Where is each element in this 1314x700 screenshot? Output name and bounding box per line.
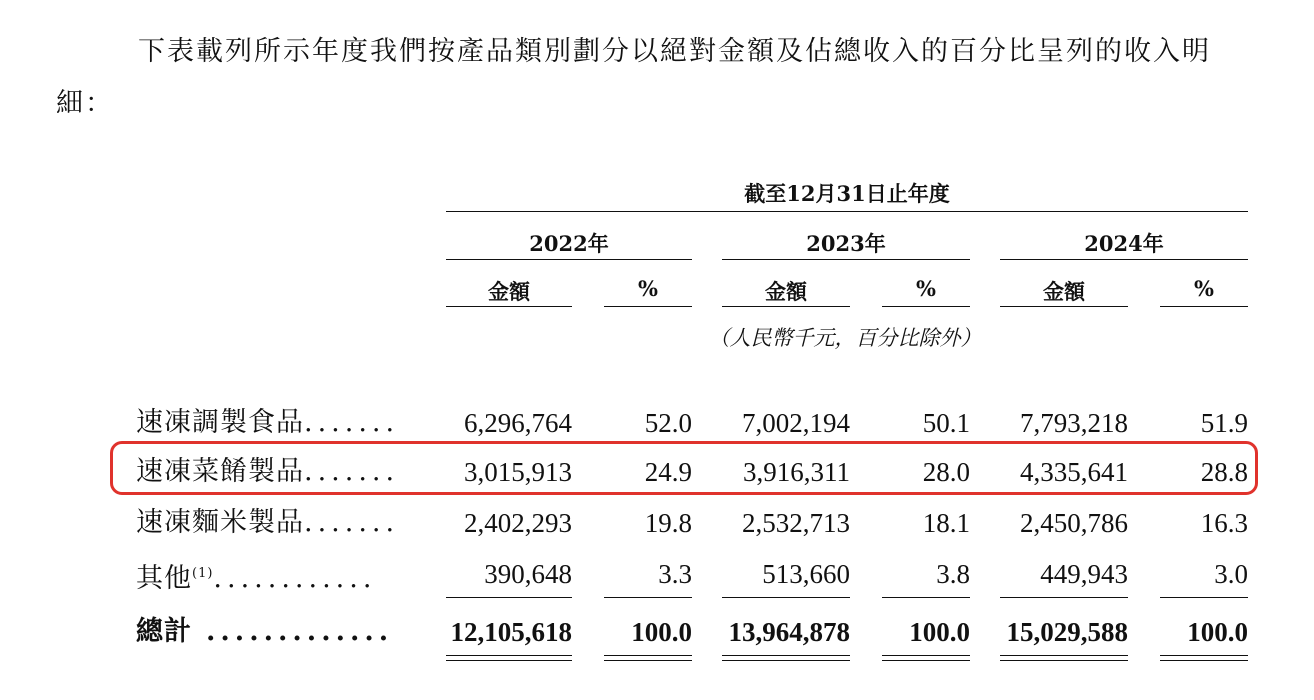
cell-amount-2023: 2,532,713 bbox=[742, 508, 850, 538]
row-label: 速凍菜餚製品....... bbox=[136, 456, 400, 487]
cell-amount-2022: 2,402,293 bbox=[464, 508, 572, 538]
cell-amount-2024: 7,793,218 bbox=[1020, 408, 1128, 438]
column-rule bbox=[1160, 306, 1248, 307]
intro-paragraph: 下表載列所示年度我們按產品類別劃分以絕對金額及佔總收入的百分比呈列的收入明細： bbox=[56, 36, 1211, 119]
subtotal-rule bbox=[1000, 597, 1128, 598]
cell-amount-2023: 7,002,194 bbox=[742, 408, 850, 438]
subtotal-rule bbox=[722, 597, 850, 598]
total-row bbox=[0, 612, 1314, 652]
table-row bbox=[0, 452, 1314, 492]
total-double-rule bbox=[604, 655, 692, 661]
cell-amount-2022: 6,296,764 bbox=[464, 408, 572, 438]
year-rule-2023 bbox=[722, 259, 970, 260]
total-double-rule bbox=[446, 655, 572, 661]
cell-percent-2023: 18.1 bbox=[922, 508, 970, 538]
table-row bbox=[0, 554, 1314, 594]
footnote-marker: (1) bbox=[192, 566, 214, 581]
cell-percent-2022: 100.0 bbox=[631, 617, 692, 647]
cell-amount-2024: 2,450,786 bbox=[1020, 508, 1128, 538]
year-header-2022: 2022年 bbox=[529, 231, 609, 256]
subtotal-rule bbox=[1160, 597, 1248, 598]
cell-percent-2023: 50.1 bbox=[922, 408, 970, 438]
cell-percent-2023: 28.0 bbox=[922, 457, 970, 487]
column-rule bbox=[722, 306, 850, 307]
cell-amount-2023: 3,916,311 bbox=[743, 457, 850, 487]
column-rule bbox=[1000, 306, 1128, 307]
table-row bbox=[0, 503, 1314, 543]
cell-amount-2024: 4,335,641 bbox=[1020, 457, 1128, 487]
total-double-rule bbox=[882, 655, 970, 661]
subtotal-rule bbox=[446, 597, 572, 598]
cell-percent-2023: 100.0 bbox=[909, 617, 970, 647]
cell-percent-2022: 24.9 bbox=[644, 457, 692, 487]
total-double-rule bbox=[1160, 655, 1248, 661]
cell-amount-2024: 449,943 bbox=[1040, 559, 1128, 589]
cell-amount-2022: 12,105,618 bbox=[450, 617, 572, 647]
cell-percent-2022: 52.0 bbox=[644, 408, 692, 438]
cell-amount-2022: 390,648 bbox=[484, 559, 572, 589]
total-double-rule bbox=[1000, 655, 1128, 661]
year-header-2024: 2024年 bbox=[1084, 231, 1164, 256]
column-rule bbox=[882, 306, 970, 307]
percent-header: % bbox=[1194, 276, 1214, 301]
row-label: 其他$^{(1)}$............ bbox=[136, 563, 377, 594]
table-row bbox=[0, 403, 1314, 443]
period-header: 截至12月31日止年度 bbox=[744, 181, 950, 206]
year-header-2023: 2023年 bbox=[806, 231, 886, 256]
row-label: 總計 ............. bbox=[136, 616, 394, 647]
percent-header: % bbox=[638, 276, 658, 301]
cell-percent-2022: 3.3 bbox=[658, 559, 692, 589]
cell-percent-2024: 3.0 bbox=[1214, 559, 1248, 589]
year-rule-2024 bbox=[1000, 259, 1248, 260]
unit-note: （人民幣千元，百分比除外） bbox=[708, 326, 982, 350]
column-rule bbox=[604, 306, 692, 307]
cell-percent-2024: 16.3 bbox=[1200, 508, 1248, 538]
cell-percent-2024: 28.8 bbox=[1200, 457, 1248, 487]
cell-percent-2023: 3.8 bbox=[936, 559, 970, 589]
period-header-rule bbox=[446, 211, 1248, 212]
subtotal-rule bbox=[604, 597, 692, 598]
cell-percent-2022: 19.8 bbox=[644, 508, 692, 538]
column-rule bbox=[446, 306, 572, 307]
cell-percent-2024: 100.0 bbox=[1187, 617, 1248, 647]
subtotal-rule bbox=[882, 597, 970, 598]
cell-amount-2023: 513,660 bbox=[762, 559, 850, 589]
year-rule-2022 bbox=[446, 259, 692, 260]
amount-header: 金額 bbox=[488, 279, 530, 304]
cell-amount-2024: 15,029,588 bbox=[1006, 617, 1128, 647]
cell-amount-2022: 3,015,913 bbox=[464, 457, 572, 487]
amount-header: 金額 bbox=[765, 279, 807, 304]
amount-header: 金額 bbox=[1043, 279, 1085, 304]
row-label: 速凍調製食品....... bbox=[136, 407, 400, 438]
percent-header: % bbox=[916, 276, 936, 301]
total-double-rule bbox=[722, 655, 850, 661]
row-label: 速凍麵米製品....... bbox=[136, 507, 400, 538]
cell-percent-2024: 51.9 bbox=[1200, 408, 1248, 438]
cell-amount-2023: 13,964,878 bbox=[728, 617, 850, 647]
